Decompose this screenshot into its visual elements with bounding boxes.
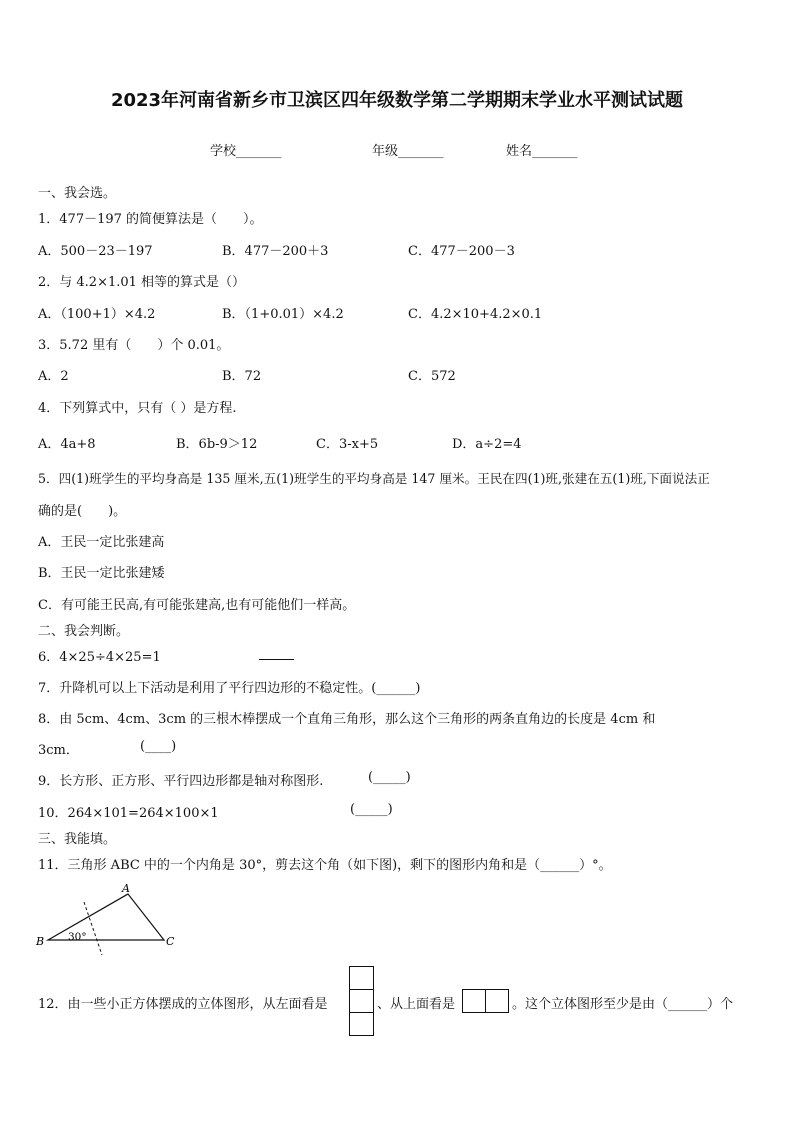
question-10-answer-paren[interactable]: (_____) [350, 802, 393, 817]
question-9-answer-paren[interactable]: (_____) [368, 770, 411, 785]
question-8-line-2: 3cm． [38, 743, 79, 758]
triangle-figure [34, 880, 184, 955]
triangle-abc [48, 894, 164, 940]
question-2-option-b: B．（1+0.01）×4.2 [222, 307, 344, 322]
school-field: 学校_______ [210, 144, 282, 159]
top-view-cell-right [485, 989, 509, 1013]
question-12-part-1: 12．由一些小正方体摆成的立体图形，从左面看是 [38, 997, 328, 1012]
vertex-label-a: A [122, 882, 130, 895]
question-5-option-a: A．王民一定比张建高 [38, 535, 165, 550]
question-4-option-a: A．4a+8 [38, 437, 96, 452]
question-12-part-3: 。这个立体图形至少是由（______）个 [512, 997, 734, 1012]
vertex-label-c: C [166, 935, 175, 948]
section-heading-fill: 三、我能填。 [38, 832, 117, 847]
angle-label: 30° [68, 931, 87, 943]
question-2-option-a: A．（100+1）×4.2 [38, 307, 156, 322]
question-10-text: 10．264×101=264×100×1 [38, 806, 219, 821]
question-5-stem-line-1: 5．四(1)班学生的平均身高是 135 厘米,五(1)班学生的平均身高是 147 厘米。王民在四(1)班,张建在五(1)班,下面说法正 [38, 471, 710, 486]
question-7-text: 7．升降机可以上下活动是利用了平行四边形的不稳定性。(______) [38, 681, 421, 696]
left-view-cell-bottom [349, 1012, 374, 1036]
question-4-option-c: C．3-x+5 [316, 437, 379, 452]
question-2-stem: 2．与 4.2×1.01 相等的算式是（） [38, 275, 246, 290]
question-8-answer-paren[interactable]: (____) [140, 739, 177, 754]
question-8-line-1: 8．由 5cm、4cm、3cm 的三根木棒摆成一个直角三角形，那么这个三角形的两条直角边的长度是 4cm 和 [38, 712, 656, 727]
question-12-part-2: 、从上面看是 [377, 997, 456, 1012]
question-1-option-a: A．500－23－197 [38, 244, 153, 259]
left-view-cell-middle [349, 989, 374, 1013]
question-3-option-b: B．72 [222, 369, 262, 384]
question-3-option-c: C．572 [408, 369, 456, 384]
question-1-stem: 1．477－197 的简便算法是（ ）。 [38, 212, 263, 227]
section-heading-judge: 二、我会判断。 [38, 624, 130, 639]
page-title: 2023年河南省新乡市卫滨区四年级数学第二学期期末学业水平测试试题 [110, 90, 684, 111]
question-6-text: 6．4×25÷4×25=1 [38, 650, 161, 665]
question-4-option-d: D．a÷2=4 [452, 437, 522, 452]
question-5-option-b: B．王民一定比张建矮 [38, 566, 165, 581]
question-4-option-b: B．6b-9＞12 [176, 437, 258, 452]
section-heading-choice: 一、我会选。 [38, 186, 117, 201]
name-field: 姓名_______ [506, 144, 578, 159]
question-3-option-a: A．2 [38, 369, 69, 384]
grade-field: 年级_______ [372, 144, 444, 159]
question-5-option-c: C．有可能王民高,有可能张建高,也有可能他们一样高。 [38, 598, 356, 613]
question-3-stem: 3．5.72 里有（ ）个 0.01。 [38, 338, 230, 353]
question-2-option-c: C．4.2×10+4.2×0.1 [408, 307, 543, 322]
question-9-text: 9．长方形、正方形、平行四边形都是轴对称图形. [38, 774, 324, 789]
left-view-cell-top [349, 966, 374, 990]
question-1-option-b: B．477－200＋3 [222, 244, 329, 259]
vertex-label-b: B [36, 935, 45, 948]
question-4-stem: 4．下列算式中，只有（ ）是方程. [38, 401, 237, 416]
top-view-cell-left [462, 989, 486, 1013]
question-1-option-c: C．477－200－3 [408, 244, 515, 259]
question-11-text: 11．三角形 ABC 中的一个内角是 30°，剪去这个角（如下图)，剩下的图形内角和是（______）°。 [38, 858, 612, 873]
question-6-answer-blank[interactable] [259, 647, 294, 664]
question-5-stem-line-2: 确的是( )。 [38, 504, 127, 519]
